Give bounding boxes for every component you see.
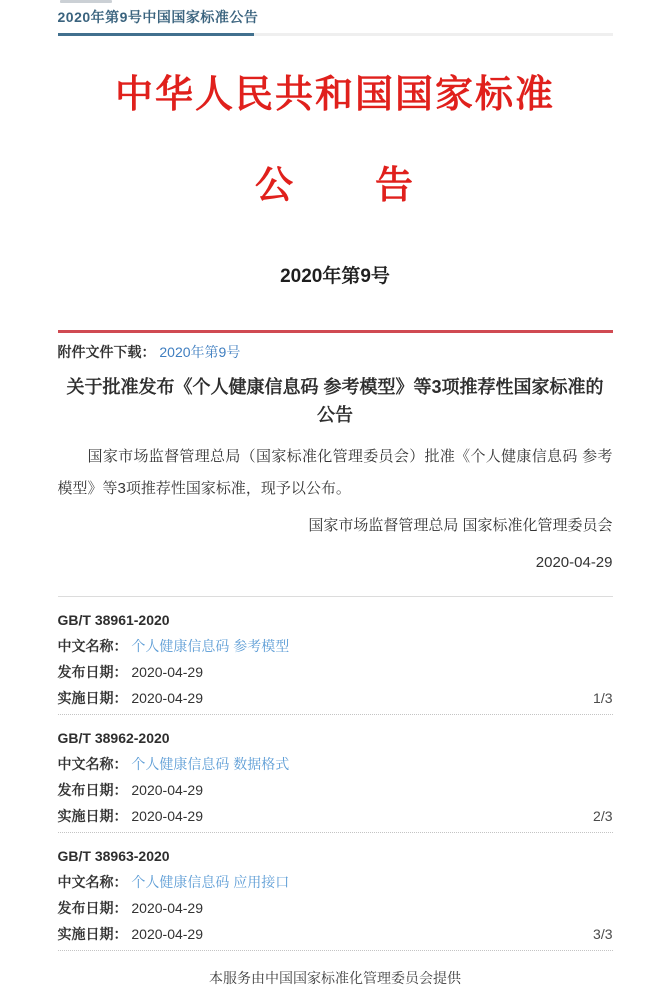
- standard-item: [58, 833, 613, 950]
- notice-date: 2020-04-29: [535, 554, 613, 572]
- title-underline: [58, 33, 613, 36]
- page-indicator: 3/3: [593, 926, 613, 943]
- dotted-divider: [58, 950, 613, 951]
- implement-date-row: [58, 690, 613, 707]
- publish-date-row: [58, 782, 613, 799]
- name-label: 中文名称：: [57, 638, 128, 655]
- notice-heading: 关于批准发布《个人健康信息码 参考模型》等3项推荐性国家标准的公告: [66, 377, 604, 425]
- page-indicator: 2/3: [593, 808, 613, 825]
- standard-name-link[interactable]: 个人健康信息码 数据格式: [131, 756, 290, 773]
- implement-date-value: 2020-04-29: [131, 690, 204, 707]
- publish-date-row: [58, 900, 613, 917]
- standard-name-link[interactable]: 个人健康信息码 应用接口: [131, 874, 290, 891]
- national-standard-title: 中华人民共和国国家标准: [114, 74, 555, 116]
- publish-date-label: 发布日期：: [57, 900, 128, 917]
- standard-item: [58, 715, 613, 832]
- implement-date-row: [58, 808, 613, 825]
- standard-name-link[interactable]: 个人健康信息码 参考模型: [131, 638, 290, 655]
- implement-date-label: 实施日期：: [57, 926, 128, 943]
- publish-date-value: 2020-04-29: [131, 782, 204, 799]
- announcement-page: [58, 0, 613, 988]
- implement-date-label: 实施日期：: [57, 808, 128, 825]
- publish-date-label: 发布日期：: [57, 782, 128, 799]
- standard-code: GB/T 38962-2020: [57, 730, 170, 747]
- name-label: 中文名称：: [57, 756, 128, 773]
- page-title-link[interactable]: 2020年第9号中国国家标准公告: [57, 9, 259, 25]
- notice-signature: 国家市场监督管理总局 国家标准化管理委员会: [308, 517, 613, 535]
- standard-code: GB/T 38963-2020: [57, 848, 170, 865]
- publish-date-row: [58, 664, 613, 681]
- title-underline-active: [58, 33, 254, 36]
- notice-body: 国家市场监督管理总局（国家标准化管理委员会）批准《个人健康信息码 参考模型》等3项推荐性国家标准，现予以公布。: [57, 447, 613, 498]
- name-label: 中文名称：: [57, 874, 128, 891]
- announcement-subtitle: 公 告: [254, 165, 415, 207]
- implement-date-row: [58, 926, 613, 943]
- implement-date-value: 2020-04-29: [131, 808, 204, 825]
- issue-number: 2020年第9号: [280, 266, 390, 287]
- attachment-row: [58, 333, 613, 362]
- standard-item: [58, 597, 613, 714]
- publish-date-value: 2020-04-29: [131, 664, 204, 681]
- standard-name-row: [58, 874, 613, 891]
- publish-date-label: 发布日期：: [57, 664, 128, 681]
- attachment-label: 附件文件下载：: [57, 344, 156, 360]
- service-provider-footer: 本服务由中国国家标准化管理委员会提供: [209, 970, 461, 987]
- standard-name-row: [58, 638, 613, 655]
- implement-date-value: 2020-04-29: [131, 926, 204, 943]
- standard-code: GB/T 38961-2020: [57, 612, 170, 629]
- page-indicator: 1/3: [593, 690, 613, 707]
- publish-date-value: 2020-04-29: [131, 900, 204, 917]
- attachment-download-link[interactable]: 2020年第9号: [159, 344, 241, 360]
- implement-date-label: 实施日期：: [57, 690, 128, 707]
- standard-name-row: [58, 756, 613, 773]
